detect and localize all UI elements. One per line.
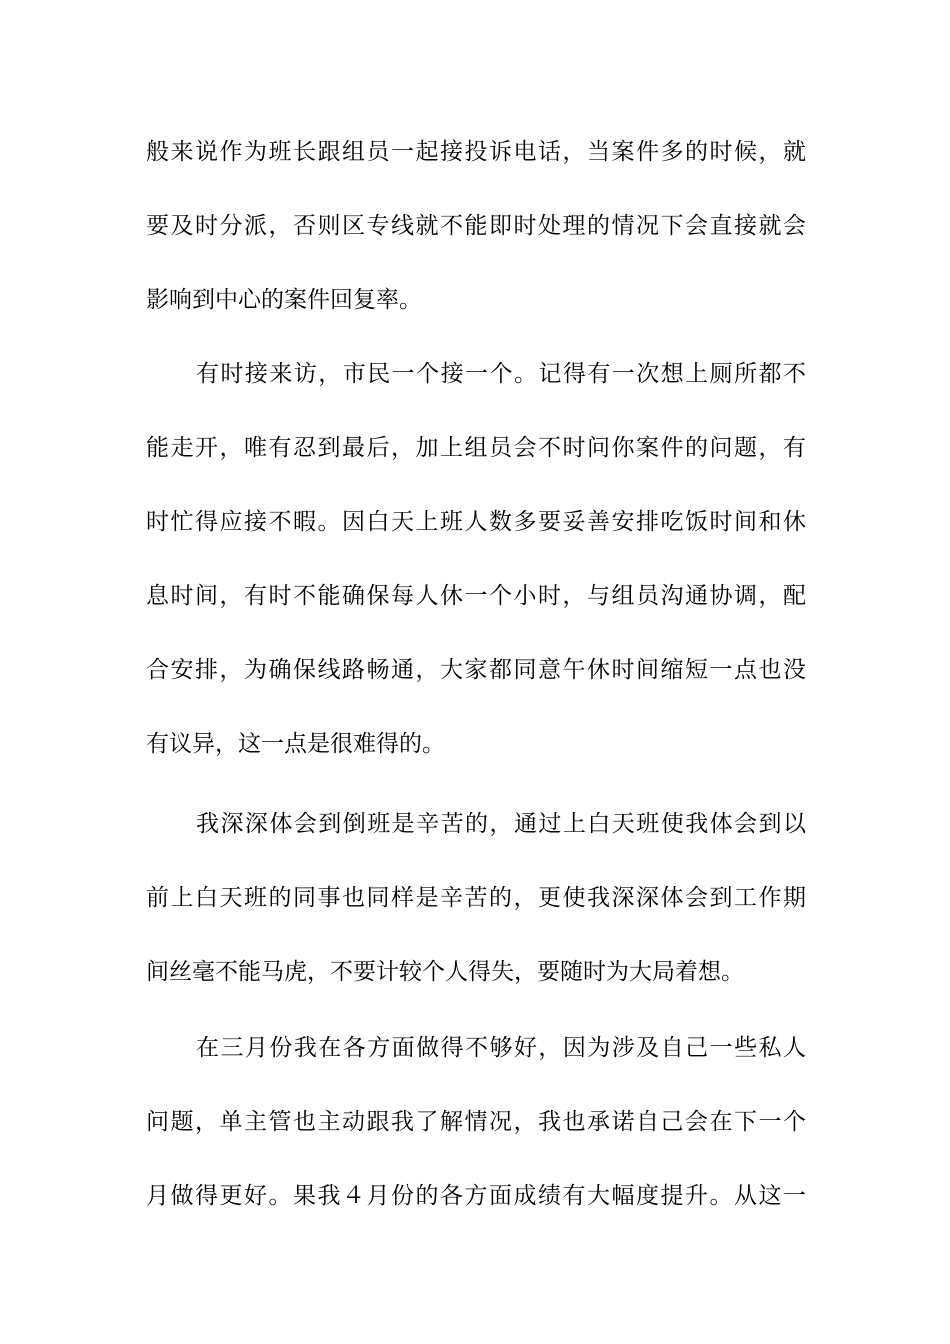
text-line: 月做得更好。果我４月份的各方面成绩有大幅度提升。从这一	[146, 1183, 806, 1209]
text-line: 间丝毫不能马虎，不要计较个人得失，要随时为大局着想。	[146, 959, 744, 985]
text-line: 要及时分派，否则区专线就不能即时处理的情况下会直接就会	[146, 213, 806, 239]
text-line: 时忙得应接不暇。因白天上班人数多要妥善安排吃饭时间和休	[146, 509, 806, 535]
text-line: 我深深体会到倒班是辛苦的，通过上白天班使我体会到以	[196, 811, 806, 837]
text-line: 有议异，这一点是很难得的。	[146, 731, 445, 757]
text-line: 问题，单主管也主动跟我了解情况，我也承诺自己会在下一个	[146, 1109, 806, 1135]
text-line: 在三月份我在各方面做得不够好，因为涉及自己一些私人	[196, 1035, 806, 1061]
text-line: 能走开，唯有忍到最后，加上组员会不时问你案件的问题，有	[146, 435, 806, 461]
text-line: 影响到中心的案件回复率。	[146, 287, 422, 313]
text-line: 般来说作为班长跟组员一起接投诉电话，当案件多的时候，就	[146, 139, 806, 165]
text-line: 有时接来访，市民一个接一个。记得有一次想上厕所都不	[196, 361, 806, 387]
text-line: 息时间，有时不能确保每人休一个小时，与组员沟通协调，配	[146, 583, 806, 609]
text-line: 合安排，为确保线路畅通，大家都同意午休时间缩短一点也没	[146, 657, 806, 683]
text-line: 前上白天班的同事也同样是辛苦的，更使我深深体会到工作期	[146, 885, 806, 911]
